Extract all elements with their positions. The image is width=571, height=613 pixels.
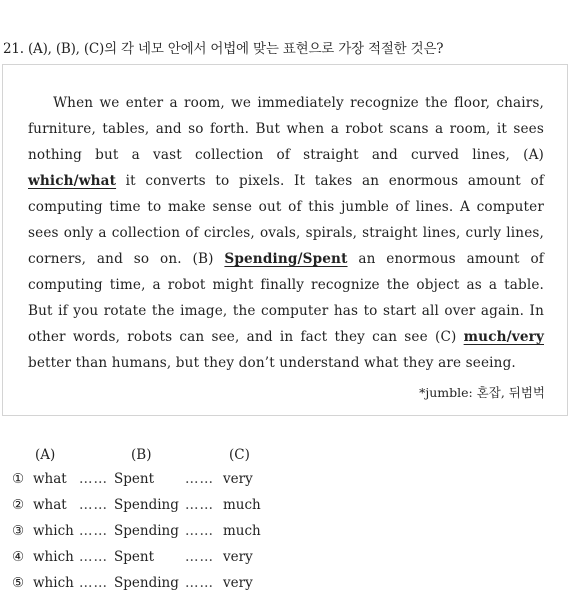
choice-c-value: very: [223, 575, 253, 591]
dot-leader: ……: [79, 575, 108, 591]
dot-leader: ……: [185, 497, 214, 513]
choice-b-value: Spending: [114, 575, 179, 591]
choice-a-value: what: [33, 497, 67, 513]
choice-c-value: much: [223, 523, 261, 539]
header-b: (B): [131, 447, 152, 463]
choice-number: ⑤: [12, 575, 25, 591]
choice-c-value: very: [223, 549, 253, 565]
choice-number: ③: [12, 523, 25, 539]
dot-leader: ……: [79, 523, 108, 539]
blank-c: much/very: [463, 329, 544, 345]
dot-leader: ……: [79, 497, 108, 513]
header-a: (A): [35, 447, 56, 463]
choice-b-value: Spent: [114, 471, 154, 487]
passage-part-1: When we enter a room, we immediately recognize the floor, chairs, furniture, tables, and so forth. But when a robot scans a room, it sees nothing but a vast collection of straight and curved lines, (A): [28, 95, 544, 163]
choice-number: ②: [12, 497, 25, 513]
choice-a-value: what: [33, 471, 67, 487]
passage-part-2: it converts to pixels. It takes an enormous amount of computing time to make sense out of this jumble of lines. A computer sees only a collection of circles, ovals, spirals, straight lines, curly lines, corners, and so on. (B): [28, 173, 544, 267]
footnote: *jumble: 혼잡, 뒤범벅: [419, 385, 545, 400]
choice-a-value: which: [33, 575, 74, 591]
passage-part-3: an enormous amount of computing time, a robot might finally recognize the object as a table. But if you rotate the image, the computer has to start all over again. In other words, robots can see, and in fact they can see (C): [28, 251, 544, 345]
choice-b-value: Spending: [114, 497, 179, 513]
choice-number: ①: [12, 471, 25, 487]
choice-a-value: which: [33, 523, 74, 539]
question-title: 21. (A), (B), (C)의 각 네모 안에서 어법에 맞는 표현으로 가장 적절한 것은?: [3, 41, 444, 57]
passage-part-4: better than humans, but they don’t understand what they are seeing.: [28, 355, 516, 371]
choice-c-value: very: [223, 471, 253, 487]
blank-b: Spending/Spent: [224, 251, 348, 267]
choice-a-value: which: [33, 549, 74, 565]
choice-number: ④: [12, 549, 25, 565]
choice-b-value: Spent: [114, 549, 154, 565]
choice-b-value: Spending: [114, 523, 179, 539]
dot-leader: ……: [185, 575, 214, 591]
header-c: (C): [229, 447, 250, 463]
dot-leader: ……: [185, 471, 214, 487]
dot-leader: ……: [185, 549, 214, 565]
dot-leader: ……: [79, 549, 108, 565]
dot-leader: ……: [185, 523, 214, 539]
dot-leader: ……: [79, 471, 108, 487]
choice-c-value: much: [223, 497, 261, 513]
blank-a: which/what: [28, 173, 117, 189]
